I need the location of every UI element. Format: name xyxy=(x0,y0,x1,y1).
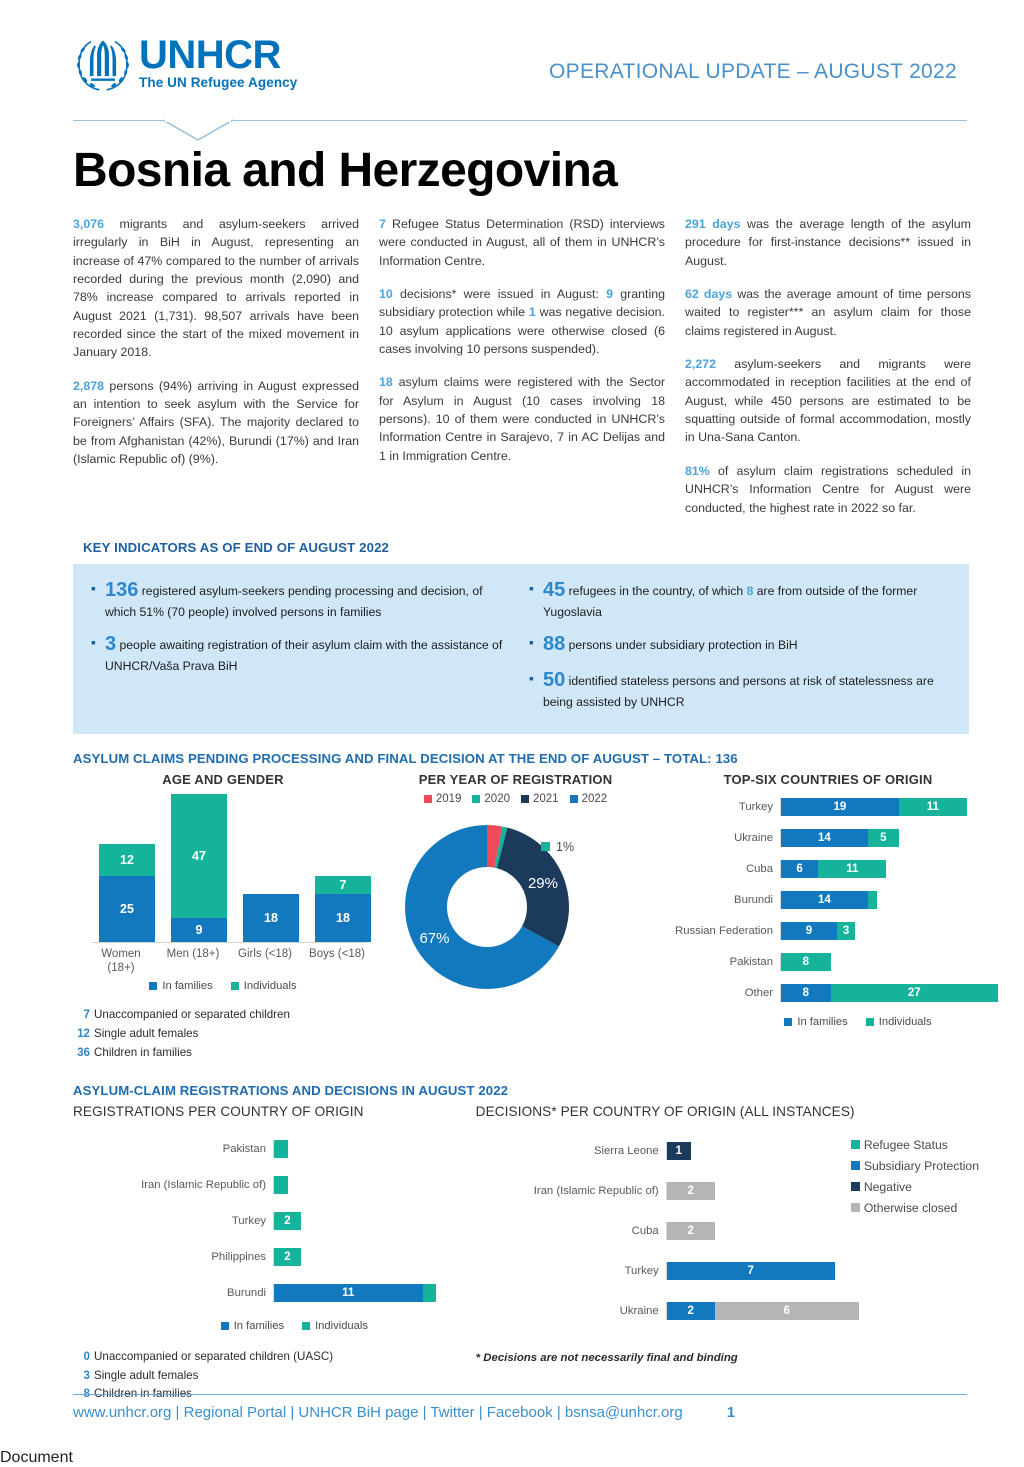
bar-category-label: Ukraine xyxy=(619,1305,659,1318)
legend-item xyxy=(851,1159,979,1173)
legend-item xyxy=(302,1320,368,1332)
chart-top-six-countries xyxy=(658,772,998,1063)
bar-category-label: Russian Federation xyxy=(675,924,773,937)
key-indicators-right xyxy=(529,576,951,720)
bar-row xyxy=(73,1241,476,1274)
legend-swatch-icon xyxy=(851,1182,860,1191)
bar-segment xyxy=(837,922,856,940)
bar-value: 2 xyxy=(687,1225,694,1238)
bar-track xyxy=(780,953,831,971)
section-banner-registrations-decisions: ASYLUM-CLAIM REGISTRATIONS AND DECISIONS IN AUGUST 2022 xyxy=(73,1082,509,1098)
note-value: 8 xyxy=(83,1387,90,1401)
paragraph: 18 asylum claims were registered with the Sector for Asylum in August (10 cases involving 18 persons). 10 of them were conducted in UNHCR’s Information Centre in Sarajevo, 7 in AC Delijas and 1 in Immigration Centre. xyxy=(379,375,665,463)
legend-item xyxy=(784,1016,847,1028)
bar-track xyxy=(780,891,877,909)
bar-category-label: Burundi xyxy=(734,893,773,906)
legend-label: 2022 xyxy=(581,792,608,805)
bar-row xyxy=(73,1169,476,1202)
charts-row-2 xyxy=(73,1104,979,1404)
bar-segment xyxy=(667,1182,715,1200)
legend-item xyxy=(424,793,462,805)
stat-highlight: 2,272 xyxy=(685,356,717,371)
bar-track xyxy=(273,1212,301,1230)
bar-value: 47 xyxy=(192,848,206,863)
bar-value: 9 xyxy=(805,924,813,937)
legend-label: Individuals xyxy=(243,980,297,993)
bar-row xyxy=(73,1205,476,1238)
stat-highlight: 10 xyxy=(379,286,393,301)
bar-segment-in-families xyxy=(243,894,299,942)
bar-category-label: Sierra Leone xyxy=(593,1145,659,1158)
bar-segment xyxy=(667,1302,715,1320)
stat-highlight: 7 xyxy=(379,216,386,231)
stat-highlight: 3,076 xyxy=(73,216,105,231)
bullet-icon: ▪ xyxy=(529,579,534,596)
bar-group xyxy=(171,794,227,942)
page-header xyxy=(45,0,979,135)
legend-label: 2021 xyxy=(533,792,559,805)
stat-highlight: 9 xyxy=(606,286,614,301)
legend-item xyxy=(851,1180,979,1194)
registrations-legend xyxy=(73,1320,476,1332)
bar-value: 12 xyxy=(120,852,134,867)
bar-value: 5 xyxy=(880,831,887,844)
indicator-subvalue: 8 xyxy=(746,583,754,598)
bar-segment xyxy=(781,829,868,847)
indicator-value: 136 xyxy=(104,578,139,601)
bar-segment xyxy=(781,922,837,940)
bar-track xyxy=(666,1182,715,1200)
paragraph: 62 days was the average amount of time persons waited to register*** an asylum claim for those claims registered in August. xyxy=(685,286,971,338)
age-gender-plot xyxy=(73,793,373,943)
bar-track xyxy=(780,984,998,1002)
legend-swatch-icon xyxy=(866,1018,874,1026)
bar-row xyxy=(658,824,998,852)
list-item: ▪ 136 registered asylum-seekers pending processing and decision, of which 51% (70 people) involved persons in families xyxy=(91,576,513,622)
note-line xyxy=(73,1025,373,1044)
legend-item xyxy=(851,1201,979,1215)
note-line xyxy=(73,1044,373,1063)
bar-group xyxy=(243,894,299,942)
bar-segment xyxy=(781,953,831,971)
bar-track xyxy=(780,798,967,816)
legend-item xyxy=(866,1016,932,1028)
bar-segment xyxy=(667,1262,835,1280)
bar-value: 8 xyxy=(802,986,809,999)
bar-row xyxy=(658,979,998,1007)
bar-value: 2 xyxy=(687,1185,694,1198)
stat-highlight: 2,878 xyxy=(73,378,105,393)
chart-title: REGISTRATIONS PER COUNTRY OF ORIGIN xyxy=(73,1103,364,1119)
note-value: 36 xyxy=(77,1046,90,1059)
bar-category-label: Ukraine xyxy=(734,831,773,844)
legend-label: Individuals xyxy=(315,1319,368,1332)
bar-segment-in-families xyxy=(99,876,155,942)
bar-track xyxy=(273,1284,436,1302)
bullet-icon: ▪ xyxy=(529,633,534,650)
note-line xyxy=(73,1006,373,1025)
chart-per-year-registration xyxy=(373,772,658,1063)
intro-columns xyxy=(73,215,979,532)
bar-segment xyxy=(818,860,886,878)
bar-row xyxy=(73,1133,476,1166)
bar-category-label: Cuba xyxy=(745,862,773,875)
note-text: Single adult females xyxy=(94,1368,199,1382)
bar-segment xyxy=(274,1140,288,1158)
logo-wordmark: UNHCR xyxy=(139,33,281,77)
legend-swatch-icon xyxy=(541,842,550,851)
decisions-footnote: * Decisions are not necessarily final and binding xyxy=(475,1351,738,1364)
stat-highlight: 18 xyxy=(379,375,393,390)
legend-swatch-icon xyxy=(851,1140,860,1149)
bar-value: 3 xyxy=(842,924,850,937)
bar-value: 2 xyxy=(284,1215,291,1228)
bar-segment xyxy=(423,1284,437,1302)
bar-value: 6 xyxy=(796,862,803,875)
text-column-1 xyxy=(73,215,359,532)
bar-track xyxy=(666,1262,835,1280)
bar-segment xyxy=(274,1284,423,1302)
bar-group xyxy=(315,876,371,942)
key-indicators-title: KEY INDICATORS AS OF END OF AUGUST 2022 xyxy=(83,539,390,555)
bar-category-label: Iran (Islamic Republic of) xyxy=(141,1179,266,1192)
chart-title: TOP-SIX COUNTRIES OF ORIGIN xyxy=(723,771,933,787)
decisions-legend xyxy=(851,1138,979,1222)
bar-category-label: Turkey xyxy=(738,800,773,813)
bar-category-label: Girls (<18) xyxy=(238,947,292,960)
bullet-icon: ▪ xyxy=(91,579,96,596)
bar-segment-in-families xyxy=(171,918,227,942)
bar-segment-in-families xyxy=(315,894,371,942)
note-value: 0 xyxy=(83,1349,90,1363)
bar-segment xyxy=(781,798,899,816)
bar-segment-individuals xyxy=(99,844,155,876)
top-six-plot xyxy=(658,793,998,1007)
bar-track xyxy=(666,1222,715,1240)
bullet-icon: ▪ xyxy=(529,669,534,686)
bar-row xyxy=(658,917,998,945)
list-item: ▪ 50 identified stateless persons and persons at risk of statelessness are being assisted by UNHCR xyxy=(529,666,951,712)
legend-label: Individuals xyxy=(878,1015,932,1028)
bar-row xyxy=(658,855,998,883)
text-column-2 xyxy=(379,215,665,532)
bar-category-label: Boys (<18) xyxy=(309,947,365,960)
note-text: Children in families xyxy=(94,1387,192,1401)
footer-links[interactable]: www.unhcr.org | Regional Portal | UNHCR BiH page | Twitter | Facebook | bsnsa@unhcr.org xyxy=(73,1404,683,1421)
bar-segment xyxy=(667,1142,691,1160)
bar-track xyxy=(780,829,899,847)
bar-category-label: Women (18+) xyxy=(101,947,141,975)
bar-value: 11 xyxy=(342,1287,355,1300)
bar-segment xyxy=(868,891,877,909)
unhcr-emblem-icon xyxy=(73,32,133,94)
legend-item xyxy=(221,1320,284,1332)
note-text: Unaccompanied or separated children (UASC) xyxy=(94,1349,334,1363)
legend-label: Subsidiary Protection xyxy=(863,1158,979,1173)
bar-segment xyxy=(274,1176,288,1194)
stat-highlight: 81% xyxy=(685,463,710,478)
bar-segment xyxy=(831,984,998,1002)
legend-swatch-icon xyxy=(149,982,157,990)
bar-value: 6 xyxy=(783,1305,790,1318)
bar-category-label: Turkey xyxy=(231,1215,266,1228)
legend-swatch-icon xyxy=(302,1322,310,1330)
paragraph: 291 days was the average length of the asylum procedure for first-instance decisions** issued in August. xyxy=(685,216,972,268)
page-footer xyxy=(73,1394,967,1421)
bar-value: 19 xyxy=(833,800,847,813)
legend-label: Refugee Status xyxy=(863,1137,948,1152)
donut-callout-label: 1% xyxy=(556,839,575,854)
stat-highlight: 1 xyxy=(528,305,536,320)
chart-registrations-per-country xyxy=(73,1104,476,1404)
bar-track xyxy=(666,1142,691,1160)
bar-value: 14 xyxy=(818,893,831,906)
paragraph: 3,076 migrants and asylum-seekers arrived irregularly in BiH in August, representing an increase of 47% compared to the number of arrivals recorded during the previous month (2,090) and 78% increase compared to arrivals reported in August 2021 (1,731). 98,507 arrivals have been recorded since the start of the mixed movement in January 2018. xyxy=(73,216,359,360)
logo-tagline: The UN Refugee Agency xyxy=(139,75,298,90)
note-text: Unaccompanied or separated children xyxy=(94,1008,290,1022)
list-item: ▪ 3 people awaiting registration of their asylum claim with the assistance of UNHCR/Vaša Prava BiH xyxy=(91,630,513,676)
legend-swatch-icon xyxy=(784,1018,792,1026)
bar-segment xyxy=(781,984,831,1002)
legend-swatch-icon xyxy=(570,795,578,803)
footer-divider xyxy=(73,1394,967,1395)
chart-age-gender xyxy=(73,772,373,1063)
legend-item xyxy=(149,980,212,992)
legend-item xyxy=(570,793,608,805)
registrations-plot xyxy=(73,1133,476,1310)
bar-value: 7 xyxy=(339,877,347,892)
charts-row-1 xyxy=(73,772,979,1063)
bar-value: 27 xyxy=(907,986,921,999)
bar-value: 2 xyxy=(687,1305,694,1318)
stat-highlight: 62 days xyxy=(685,286,733,301)
paragraph: 2,878 persons (94%) arriving in August expressed an intention to seek asylum with the Service for Foreigners’ Affairs (SFA). The majority declared to be from Afghanistan (42%), Burundi (17%) and Iran (Islamic Republic of) (9%). xyxy=(73,378,359,467)
legend-item xyxy=(521,793,559,805)
note-text: Single adult females xyxy=(94,1027,199,1041)
top-six-legend xyxy=(658,1016,998,1028)
bar-row xyxy=(658,886,998,914)
bar-track xyxy=(273,1176,288,1194)
bar-category-label: Philippines xyxy=(211,1251,266,1264)
indicator-value: 88 xyxy=(542,632,566,655)
bullet-icon: ▪ xyxy=(91,633,96,650)
legend-label: In families xyxy=(162,980,213,993)
unhcr-logo xyxy=(73,32,297,94)
legend-label: 2020 xyxy=(484,792,510,805)
list-item: ▪ 45 refugees in the country, of which 8 are from outside of the former Yugoslavia xyxy=(529,576,951,622)
bar-value: 25 xyxy=(120,901,134,916)
bar-category-label: Turkey xyxy=(624,1265,659,1278)
donut-slice-label: 29% xyxy=(527,874,558,892)
axis-line xyxy=(91,942,367,943)
bar-value: 18 xyxy=(264,910,278,925)
bar-segment xyxy=(274,1248,301,1266)
legend-swatch-icon xyxy=(424,795,432,803)
bar-value: 18 xyxy=(336,910,350,925)
indicator-value: 45 xyxy=(542,578,566,601)
bar-track xyxy=(780,922,855,940)
key-indicators-left xyxy=(91,576,513,720)
bar-category-label: Pakistan xyxy=(729,955,773,968)
note-text: Children in families xyxy=(94,1046,192,1059)
operational-update-title: OPERATIONAL UPDATE – AUGUST 2022 xyxy=(549,60,957,83)
legend-swatch-icon xyxy=(231,982,239,990)
bar-segment xyxy=(781,891,868,909)
bar-category-label: Pakistan xyxy=(222,1143,266,1156)
legend-label: In families xyxy=(797,1015,848,1028)
paragraph: 2,272 asylum-seekers and migrants were accommodated in reception facilities at the end of August, while 450 persons are estimated to be squatting outside of formal accommodation, mostly in Una-Sana Canton. xyxy=(685,356,971,445)
legend-item xyxy=(851,1138,979,1152)
bar-category-label: Men (18+) xyxy=(166,947,220,960)
bar-category-label: Other xyxy=(744,986,773,999)
chart-title: AGE AND GENDER xyxy=(162,771,284,787)
bar-category-label: Burundi xyxy=(227,1287,266,1300)
legend-label: 2019 xyxy=(435,792,462,805)
legend-label: Negative xyxy=(863,1179,912,1194)
bar-row xyxy=(73,1277,476,1310)
legend-swatch-icon xyxy=(851,1161,860,1170)
bar-value: 11 xyxy=(846,862,859,875)
note-value: 3 xyxy=(83,1368,90,1382)
bar-track xyxy=(273,1248,301,1266)
bar-segment xyxy=(899,798,967,816)
page-title: Bosnia and Herzegovina xyxy=(73,144,618,197)
indicator-value: 50 xyxy=(542,668,566,691)
bar-value: 1 xyxy=(675,1145,682,1158)
bar-category-label: Cuba xyxy=(631,1225,659,1238)
bar-value: 8 xyxy=(802,955,809,968)
legend-swatch-icon xyxy=(521,795,529,803)
age-gender-x-labels xyxy=(73,947,373,976)
text-column-3 xyxy=(685,215,971,532)
donut-plot xyxy=(373,815,658,1000)
paragraph: 7 Refugee Status Determination (RSD) interviews were conducted in August, all of them in UNHCR’s Information Centre. xyxy=(379,216,665,268)
bar-group xyxy=(99,844,155,942)
page-number: 1 xyxy=(726,1404,736,1421)
legend-swatch-icon xyxy=(851,1203,860,1212)
bar-value: 14 xyxy=(818,831,831,844)
note-line xyxy=(73,1367,476,1386)
bar-track xyxy=(780,860,886,878)
bar-segment-individuals xyxy=(171,794,227,918)
bar-row xyxy=(658,793,998,821)
legend-label: Otherwise closed xyxy=(863,1200,958,1215)
legend-label: In families xyxy=(233,1319,285,1332)
header-notch-shape xyxy=(163,120,233,142)
stat-highlight: 291 days xyxy=(685,216,741,231)
bar-value: 7 xyxy=(747,1265,754,1278)
bar-row xyxy=(476,1293,979,1330)
donut-slice-label: 67% xyxy=(419,929,450,947)
legend-swatch-icon xyxy=(472,795,480,803)
note-line xyxy=(73,1348,476,1367)
section1-notes xyxy=(73,1006,373,1062)
paragraph: 10 decisions* were issued in August: 9 granting subsidiary protection while 1 was negative decision. 10 asylum applications were otherwise closed (6 cases involving 10 persons suspended). xyxy=(379,286,665,356)
key-indicators-box xyxy=(73,564,969,734)
bar-segment xyxy=(781,860,818,878)
bar-row xyxy=(658,948,998,976)
section-banner-asylum-pending: ASYLUM CLAIMS PENDING PROCESSING AND FINAL DECISION AT THE END OF AUGUST – TOTAL: 136 xyxy=(73,750,738,766)
donut-legend xyxy=(373,793,658,805)
bar-value: 11 xyxy=(926,800,939,813)
bar-value: 9 xyxy=(195,922,203,937)
legend-item xyxy=(231,980,297,992)
bar-category-label: Iran (Islamic Republic of) xyxy=(533,1185,659,1198)
bar-segment xyxy=(667,1222,715,1240)
paragraph: 81% of asylum claim registrations scheduled in UNHCR’s Information Centre for August were conducted, the highest rate in 2022 so far. xyxy=(685,463,971,515)
chart-title: PER YEAR OF REGISTRATION xyxy=(418,771,613,787)
bar-segment-individuals xyxy=(315,876,371,895)
bar-segment xyxy=(715,1302,859,1320)
chart-decisions-per-country xyxy=(476,1104,979,1404)
note-value: 7 xyxy=(83,1008,90,1022)
legend-item xyxy=(472,793,510,805)
indicator-value: 3 xyxy=(104,632,117,655)
legend-swatch-icon xyxy=(221,1322,229,1330)
bar-segment xyxy=(274,1212,301,1230)
donut-callout-2020 xyxy=(541,840,574,854)
bar-value: 2 xyxy=(284,1251,291,1264)
chart-title: DECISIONS* PER COUNTRY OF ORIGIN (ALL INSTANCES) xyxy=(475,1103,855,1119)
list-item: ▪ 88 persons under subsidiary protection in BiH xyxy=(529,630,951,658)
age-gender-legend xyxy=(73,980,373,992)
bar-track xyxy=(273,1140,288,1158)
bar-track xyxy=(666,1302,859,1320)
bar-segment xyxy=(868,829,899,847)
note-value: 12 xyxy=(77,1027,90,1041)
bar-row xyxy=(476,1253,979,1290)
